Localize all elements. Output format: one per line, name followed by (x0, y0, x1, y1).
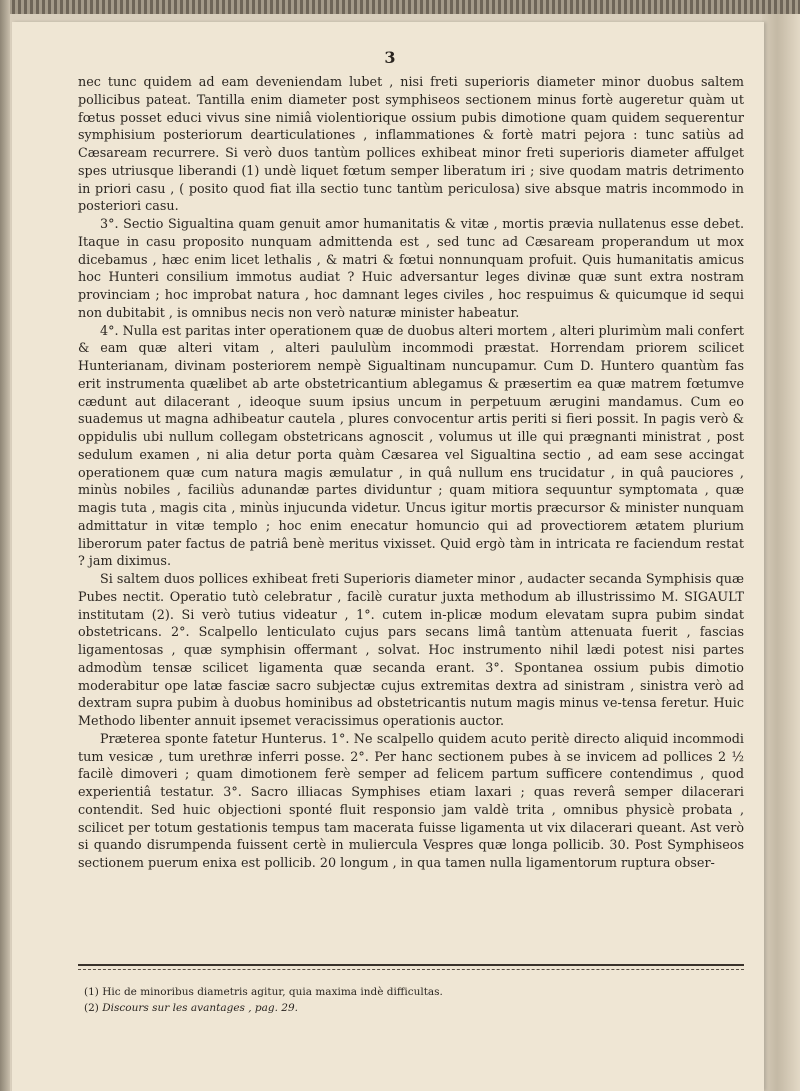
footnote-2 (84, 1000, 724, 1016)
paragraph-5: Præterea sponte fatetur Hunterus. 1°. Ne scalpello quidem acuto peritè directo aliquid incommodi tum vesicæ , tum urethræ inferri posse. 2°. Per hanc sectionem pubes à se invicem ad pollices 2 ½ facilè dimoveri ; quam dimotionem ferè semper ad felicem partum sufficere contendimus , quod experientiâ testatur. 3°. Sacro illiacas Symphises etiam laxari ; quas reverâ semper dilacerari contendit. Sed huic objectioni sponté fluit responsio jam valdè trita , omnibus physicè probata , scilicet per totum gestationis tempus tam macerata fuisse ligamenta ut vix dilacerari queant. Ast verò si quando disrumpenda fuissent certè in muliercula Vespres quæ longa pollicib. 30. Post Symphiseos sectionem puerum enixa est pollicib. 20 longum , in qua tamen nulla ligamentorum ruptura obser- (78, 731, 744, 871)
paragraph-3: 4°. Nulla est paritas inter operationem quæ de duobus alteri mortem , alteri plurimùm mali confert & eam quæ alteri vitam , alteri paululùm incommodi præstat. Horrendam priorem scilicet Hunterianam, divinam posteriorem nempè Sigualtinam nuncupamur. Cum D. Huntero quantùm fas erit instrumenta quælibet ab arte obstetricantium ablegamus & præsertim ea quæ matrem fœtumve cædunt aut dilacerant , ideoque suum ipsius uncum in perpetuum ærugini mandamus. Cum eo suademus ut magna adhibeatur cautela , plures convocentur artis periti si fieri possit. In pagis verò & oppidulis ubi nullum collegam obstetricans agnoscit , volumus ut ille qui prægnanti ministrat , post sedulum examen , ni alia detur porta quàm Cæsarea vel Sigualtina sectio , ad eam sese accingat operationem quæ cum natura magis æmulatur , in quâ nullum ens trucidatur , in quâ pauciores , minùs nobiles , faciliùs adunandæ partes dividuntur ; quam mitiora sequuntur symptomata , quæ magis tuta , magis cita , minùs injucunda videtur. Uncus igitur mortis præcursor & minister nunquam admittatur in vitæ templo ; hoc enim enecatur homuncio qui ad provectiorem ætatem plurium liberorum pater factus de patriâ benè meritus vixisset. Quid ergò tàm in intricata re faciendum restat ? jam diximus. (78, 323, 744, 570)
footnote-marker: (2) (84, 1002, 99, 1014)
page-gutter-left (0, 0, 10, 1091)
footnote-text: Hic de minoribus diametris agitur, quia maxima indè difficultas. (102, 986, 443, 998)
page-number: 3 (384, 48, 396, 67)
paragraph-4: Si saltem duos pollices exhibeat freti Superioris diameter minor , audacter secanda Symphisis quæ Pubes nectit. Operatio tutò celebratur , facilè curatur juxta methodum ab illustrissimo M. SIGAULT institutam (2). Si verò tutius videatur , 1°. cutem in-plicæ modum elevatam supra pubim sindat obstetricans. 2°. Scalpello lenticulato cujus pars secans limâ tantùm attenuata fuerit , fascias ligamentosas , quæ symphisin offermant , solvat. Hoc instrumento nihil lædi potest nisi partes admodùm tensæ scilicet ligamenta quæ secanda erant. 3°. Spontanea ossium pubis dimotio moderabitur ope latæ fasciæ sacro subjectæ cujus extremitas dextra ad sinistram , sinistra verò ad dextram supra pubim à duobus hominibus ad obstetricantis nutum magis minus ve-tensa feretur. Huic Methodo libenter annuit ipsemet veracissimus operationis auctor. (78, 572, 744, 729)
paragraph-1: nec tunc quidem ad eam deveniendam lubet , nisi freti superioris diameter minor duobus saltem pollicibus pateat. Tantilla enim diameter post symphiseos sectionem minus fortè augeretur quàm ut fœtus posset educi vivus sine nimiâ violentiorique ossium pubis dimotione quam quidem sequerentur symphisium posteriorum dearticulationes , inflammationes & fortè matri pejora : tunc satiùs ad Cæsaream recurrere. Si verò duos tantùm pollices exhibeat minor freti superioris diameter affulget spes utriusque liberandi (1) undè liquet fœtum semper liberatum iri ; sive quodam matris detrimento in priori casu , ( posito quod fiat illa sectio tunc tantùm periculosa) sive absque matris incommodo in posteriori casu. (78, 75, 744, 215)
book-binding-strip (0, 0, 800, 14)
footnote-1 (84, 984, 724, 1000)
footnotes (84, 984, 724, 1016)
footnote-marker: (1) (84, 986, 99, 998)
page-edge-right (762, 14, 800, 1091)
footnote-rule (78, 964, 744, 966)
footnote-text: Discours sur les avantages , pag. 29. (102, 1002, 299, 1014)
footnote-rule-secondary (78, 969, 744, 970)
body-text (78, 74, 744, 873)
paragraph-2: 3°. Sectio Sigualtina quam genuit amor humanitatis & vitæ , mortis prævia nullatenus esse debet. Itaque in casu proposito nunquam admittenda est , sed tunc ad Cæsaream properandum ut mox dicebamus , hæc enim licet lethalis , & matri & fœtui nonnunquam profuit. Quis humanitatis amicus hoc Hunteri consilium immotus audiat ? Huic adversantur leges divinæ quæ sunt extra nostram provinciam ; hoc improbat natura , hoc damnant leges civiles , hoc respuimus & quicumque id sequi non dubitabit , is omnibus necis non verò naturæ minister habeatur. (78, 217, 744, 321)
